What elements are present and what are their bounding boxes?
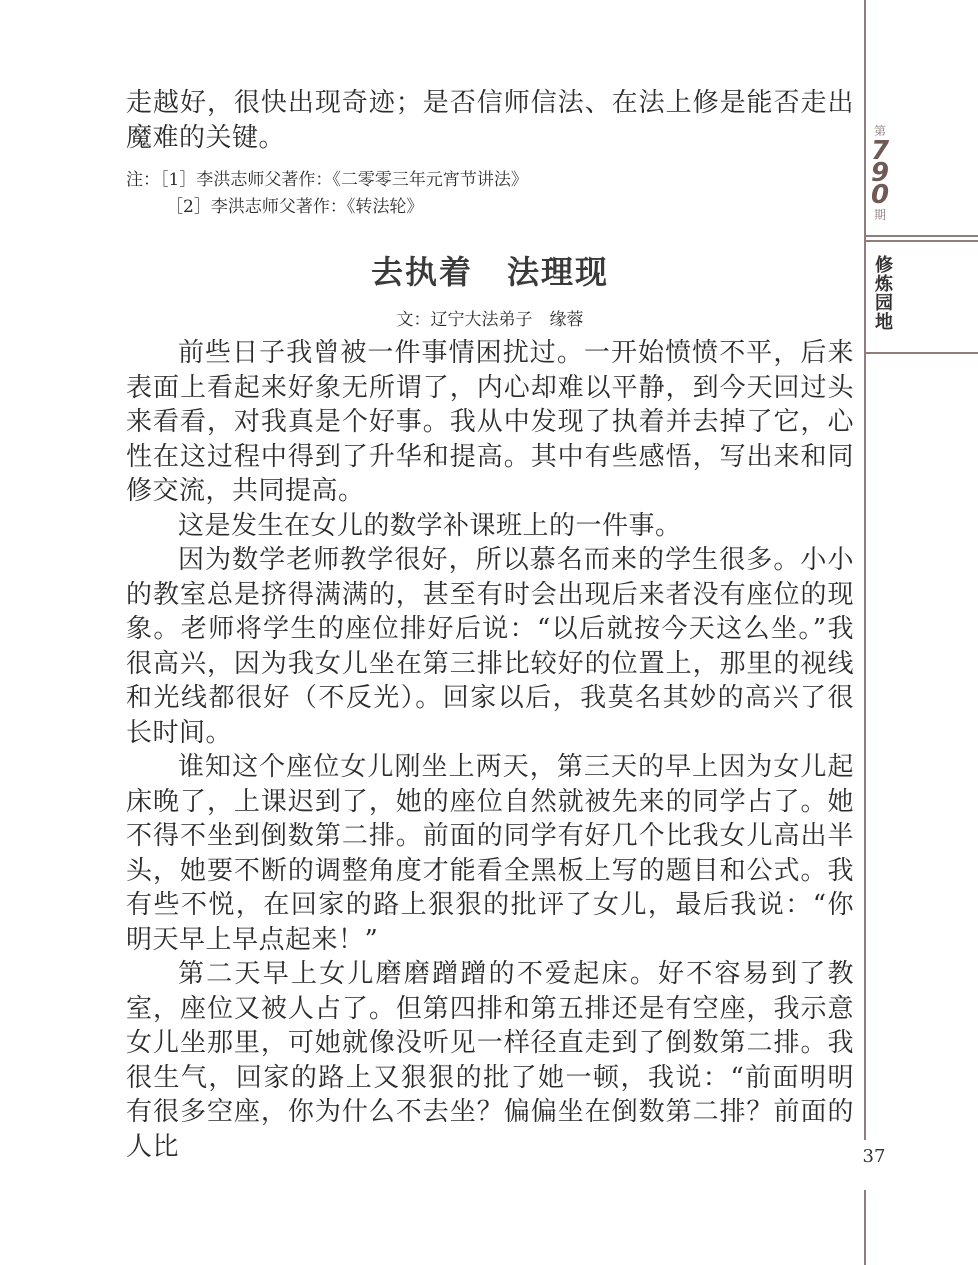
footnote-1 [126,167,854,194]
issue-suffix: 期 [873,208,886,222]
sidebar-divider-bottom [866,352,978,354]
issue-digit: 0 [870,180,890,210]
article-paragraph: 第二天早上女儿磨磨蹭蹭的不爱起床。好不容易到了教室，座位又被人占了。但第四排和第五排还是有空座，我示意女儿坐那里，可她就像没听见一样径直走到了倒数第二排。我很生气，回家的路上又狠狠的批了她一顿，我说：“前面明明有很多空座，你为什么不去坐？偏偏坐在倒数第二排？前面的人比 [126,959,854,1162]
article-byline: 文：辽宁大法弟子 缘蓉 [396,310,584,330]
sidebar-divider-top [866,235,978,237]
issue-marker [866,122,894,224]
sidebar-divider-top-2 [866,240,978,242]
footnote-text: ［1］李洪志师父著作：《二零零三年元宵节讲法》 [160,170,528,190]
footnote-2 [126,194,854,221]
footnote-label: 注： [126,170,160,190]
article-paragraph: 前些日子我曾被一件事情困扰过。一开始愤愤不平，后来表面上看起来好象无所谓了，内心却难以平静，到今天回过头来看看，对我真是个好事。我从中发现了执着并去掉了它，心性在这过程中得到了升华和提高。其中有些感悟，写出来和同修交流，共同提高。 [126,338,854,506]
page-number: 37 [862,1146,886,1167]
article-title: 去执着 法理现 [370,253,609,291]
article-paragraph: 因为数学老师教学很好，所以慕名而来的学生很多。小小的教室总是挤得满满的，甚至有时会出现后来者没有座位的现象。老师将学生的座位排好后说：“以后就按今天这么坐。”我很高兴，因为我女儿坐在第三排比较好的位置上，那里的视线和光线都很好（不反光）。回家以后，我莫名其妙的高兴了很长时间。 [126,545,854,748]
main-text-column [126,86,854,1164]
footnote-text: ［2］李洪志师父著作：《转法轮》 [166,197,424,217]
article-paragraph: 谁知这个座位女儿刚坐上两天，第三天的早上因为女儿起床晚了，上课迟到了，她的座位自然就被先来的同学占了。她不得不坐到倒数第二排。前面的同学有好几个比我女儿高出半头，她要不断的调整角度才能看全黑板上写的题目和公式。我有些不悦，在回家的路上狠狠的批评了女儿，最后我说：“你明天早上早点起来！” [126,752,854,955]
footnotes [126,167,854,221]
issue-prefix: 第 [873,124,886,138]
issue-digit: 7 [870,136,890,166]
column-name: 修炼园地 [872,255,893,331]
issue-number [866,136,894,210]
article-paragraph: 这是发生在女儿的数学补课班上的一件事。 [178,510,682,541]
intro-paragraph: 走越好，很快出现奇迹；是否信师信法、在法上修是能否走出魔难的关键。 [126,88,854,153]
issue-digit: 9 [870,158,890,188]
